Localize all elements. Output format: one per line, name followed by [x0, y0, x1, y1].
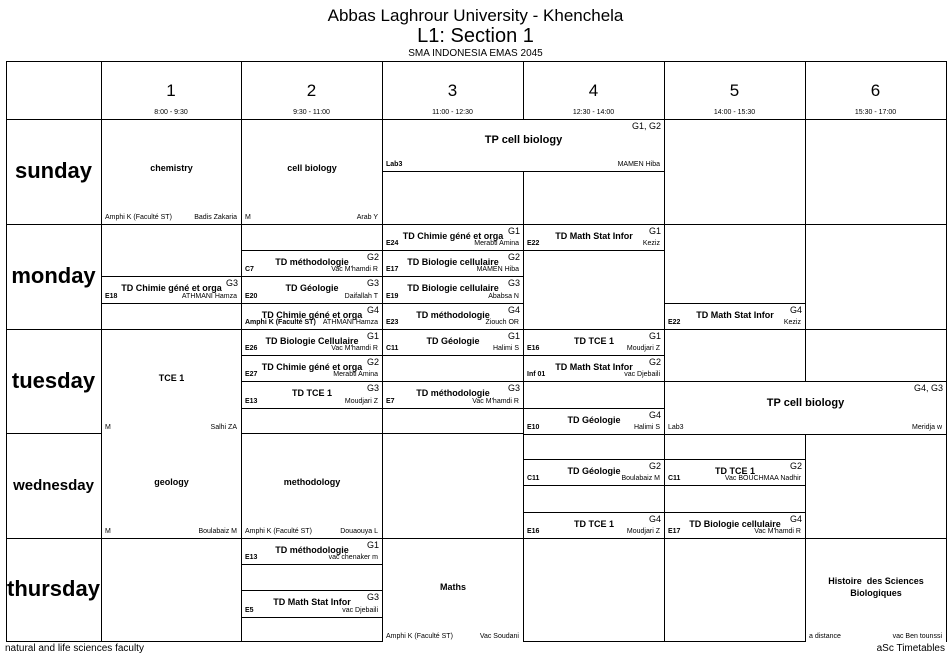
timetable-lesson[interactable] — [665, 513, 805, 538]
lesson-teacher: Merabti Amina — [333, 371, 378, 379]
timetable-lesson[interactable] — [242, 251, 382, 276]
lesson-border — [101, 276, 241, 277]
lesson-group: G4 — [507, 304, 520, 315]
timetable-lesson[interactable] — [242, 539, 382, 564]
lesson-subject: TD TCE 1 — [573, 336, 614, 346]
lesson-subject: TD Biologie cellulaire — [407, 283, 499, 294]
lesson-subject: TD Math Stat Infor — [555, 231, 633, 241]
lesson-subject: TD Biologie Cellulaire — [265, 336, 359, 346]
grid-vline — [6, 61, 7, 642]
lesson-subject: TP cell biology — [766, 396, 845, 409]
lesson-teacher: Arab Y — [356, 213, 378, 221]
lesson-subject: TD Géologie — [285, 283, 339, 294]
lesson-border — [664, 538, 805, 539]
lesson-teacher: Ziouch OR — [485, 318, 519, 326]
lesson-room: E17 — [386, 266, 399, 274]
lesson-group: G2 — [648, 357, 661, 368]
lesson-room: E26 — [245, 345, 258, 353]
lesson-teacher: Daifallah T — [344, 292, 378, 300]
lesson-group: G4 — [648, 513, 661, 524]
period-time: 15:30 - 17:00 — [854, 109, 897, 116]
lesson-room: E10 — [527, 423, 540, 431]
lesson-border — [241, 564, 382, 565]
lesson-subject: TD méthodologie — [416, 388, 490, 399]
period-number: 6 — [870, 81, 881, 100]
lesson-subject: TD méthodologie — [275, 257, 349, 268]
lesson-subject: TD méthodologie — [275, 545, 349, 555]
lesson-border — [382, 171, 664, 172]
lesson-subject: TD Géologie — [567, 466, 621, 477]
lesson-border — [523, 408, 664, 409]
lesson-room: C11 — [527, 475, 540, 483]
lesson-teacher: Ababsa N — [488, 292, 519, 300]
timetable-lesson[interactable] — [102, 120, 241, 224]
lesson-room: E22 — [527, 240, 540, 248]
timetable-lesson[interactable] — [383, 382, 523, 407]
period-time: 11:00 - 12:30 — [432, 109, 473, 116]
lesson-border — [664, 303, 805, 304]
grid-hline — [6, 61, 947, 62]
lesson-room: E16 — [527, 345, 540, 353]
timetable-lesson[interactable] — [242, 591, 382, 616]
lesson-border — [241, 538, 382, 539]
lesson-group: G3 — [366, 592, 379, 603]
lesson-subject: Maths — [439, 582, 466, 593]
lesson-group: G1 — [648, 331, 661, 341]
lesson-room: E27 — [245, 371, 258, 379]
lesson-border — [241, 329, 382, 330]
lesson-border — [382, 408, 523, 409]
lesson-subject: TD Biologie cellulaire — [689, 518, 781, 529]
lesson-border — [382, 303, 523, 304]
lesson-border — [523, 434, 664, 435]
lesson-teacher: vac Ben tounssi — [892, 632, 942, 640]
lesson-group: G2 — [366, 252, 379, 263]
timetable-lesson[interactable] — [242, 120, 382, 224]
lesson-subject: TD TCE 1 — [714, 466, 755, 477]
lesson-room: E24 — [386, 240, 399, 248]
period-number: 2 — [306, 81, 317, 100]
lesson-border — [382, 119, 664, 120]
lesson-subject: TD Chimie géné et orga — [121, 283, 222, 294]
lesson-border — [664, 329, 805, 330]
timetable-lesson[interactable] — [242, 330, 382, 355]
lesson-subject: TD méthodologie — [416, 309, 490, 320]
timetable-lesson[interactable] — [383, 539, 523, 643]
lesson-border — [664, 434, 946, 435]
lesson-room: M — [245, 213, 251, 221]
lesson-teacher: vac Djebaili — [342, 606, 378, 614]
lesson-teacher: Moudjari Z — [344, 397, 378, 405]
lesson-teacher: Salhi ZA — [210, 423, 237, 431]
timetable-lesson[interactable] — [383, 120, 664, 171]
timetable-lesson[interactable] — [524, 460, 664, 485]
lesson-border — [523, 538, 664, 539]
lesson-border — [523, 485, 664, 486]
lesson-border — [241, 408, 382, 409]
day-label-wednesday: wednesday — [13, 476, 94, 494]
lesson-teacher: Vac M'hamdi R — [472, 397, 519, 405]
timetable-lesson[interactable] — [383, 304, 523, 329]
lesson-room: E23 — [386, 318, 399, 326]
lesson-teacher: Vac BOUCHMAA Nadhir — [724, 475, 801, 483]
lesson-teacher: Meridja w — [912, 423, 942, 431]
lesson-border — [523, 355, 664, 356]
lesson-border — [241, 617, 382, 618]
lesson-group: G3 — [507, 383, 520, 394]
timetable-lesson[interactable] — [524, 225, 664, 250]
lesson-group: G3 — [507, 278, 520, 289]
lesson-room: E13 — [245, 397, 258, 405]
lesson-border — [241, 381, 382, 382]
footer-faculty: natural and life sciences faculty — [5, 643, 144, 654]
lesson-border — [523, 250, 664, 251]
lesson-room: E19 — [386, 292, 399, 300]
lesson-room: Amphi K (Faculté ST) — [245, 527, 312, 535]
lesson-room: Amphi K (Faculté ST) — [105, 213, 172, 221]
lesson-subject: geology — [154, 477, 189, 488]
period-time: 12:30 - 14:00 — [572, 109, 615, 116]
lesson-border — [664, 459, 805, 460]
lesson-group: G1 — [507, 226, 520, 236]
lesson-subject: TD Géologie — [426, 336, 480, 346]
lesson-border — [523, 329, 664, 330]
timetable-lesson[interactable] — [102, 434, 241, 538]
lesson-teacher: Keziz — [783, 318, 801, 326]
lesson-room: E16 — [527, 527, 540, 535]
lesson-group: G3 — [366, 383, 379, 394]
day-label-sunday: sunday — [14, 158, 93, 184]
lesson-subject: TD Math Stat Infor — [696, 309, 774, 320]
lesson-teacher: ATHMANI Hamza — [181, 292, 237, 300]
lesson-border — [241, 590, 382, 591]
lesson-group: G2 — [789, 461, 802, 472]
lesson-group: G2 — [648, 461, 661, 472]
lesson-border — [241, 276, 382, 277]
lesson-teacher: Boulabaiz M — [621, 475, 660, 483]
period-time: 9:30 - 11:00 — [293, 109, 330, 116]
grid-vline — [664, 61, 665, 642]
lesson-subject: chemistry — [150, 163, 193, 174]
lesson-subject: TD Chimie géné et orga — [261, 309, 363, 320]
footer-software: aSc Timetables — [876, 643, 945, 654]
timetable-lesson[interactable] — [242, 434, 382, 538]
lesson-border — [382, 276, 523, 277]
lesson-border — [101, 303, 241, 304]
lesson-border — [664, 381, 946, 382]
lesson-room: E7 — [386, 397, 395, 405]
lesson-room: Inf 01 — [527, 371, 546, 379]
lesson-teacher: Moudjari Z — [626, 527, 660, 535]
lesson-group: G4 — [648, 409, 661, 420]
lesson-teacher: ATHMANI Hamza — [322, 318, 378, 326]
lesson-teacher: MAMEN Hiba — [476, 266, 519, 274]
timetable-lesson[interactable] — [524, 513, 664, 538]
lesson-group: G1 — [366, 331, 379, 341]
lesson-room: C11 — [386, 345, 399, 353]
lesson-subject: TD Chimie géné et orga — [402, 231, 504, 241]
lesson-room: E18 — [105, 292, 118, 300]
lesson-teacher: Badis Zakaria — [194, 213, 237, 221]
lesson-border — [523, 381, 664, 382]
lesson-subject: methodology — [283, 477, 341, 488]
lesson-border — [664, 485, 805, 486]
lesson-border — [382, 381, 523, 382]
day-label-monday: monday — [11, 263, 96, 289]
timetable-lesson[interactable] — [524, 409, 664, 434]
lesson-group: G1 — [366, 540, 379, 550]
lesson-subject: TD Math Stat Infor — [555, 362, 633, 373]
period-number: 4 — [588, 81, 599, 100]
lesson-subject: cell biology — [287, 163, 337, 174]
lesson-teacher: Boulabaiz M — [198, 527, 237, 535]
lesson-room: C7 — [245, 266, 254, 274]
lesson-border — [382, 224, 523, 225]
lesson-group: G3 — [225, 278, 238, 289]
timetable-lesson[interactable] — [665, 382, 946, 433]
lesson-border — [523, 512, 664, 513]
period-number: 1 — [166, 81, 176, 100]
university-title: Abbas Laghrour University - Khenchela — [327, 6, 624, 25]
period-number: 5 — [729, 81, 740, 100]
lesson-room: Lab3 — [386, 161, 403, 169]
lesson-teacher: Douaouya L — [340, 527, 378, 535]
lesson-border — [241, 303, 382, 304]
lesson-group: G2 — [366, 357, 379, 368]
lesson-room: E13 — [245, 554, 258, 562]
lesson-teacher: Halimi S — [492, 345, 519, 353]
lesson-border — [241, 250, 382, 251]
lesson-teacher: Vac Soudani — [479, 632, 519, 640]
lesson-group: G4 — [789, 304, 802, 315]
lesson-room: M — [105, 527, 111, 535]
lesson-room: C11 — [668, 475, 681, 483]
lesson-room: Lab3 — [668, 423, 684, 431]
lesson-teacher: Moudjari Z — [626, 345, 660, 353]
lesson-group: G4, G3 — [913, 383, 943, 394]
timetable-lesson[interactable] — [242, 356, 382, 381]
lesson-room: E5 — [245, 606, 254, 614]
lesson-teacher: vac Djebaili — [624, 371, 660, 379]
lesson-subject: TP cell biology — [484, 134, 563, 147]
lesson-teacher: Vac M'hamdi R — [331, 345, 378, 353]
lesson-room: E22 — [668, 318, 681, 326]
timetable-lesson[interactable] — [242, 304, 382, 329]
lesson-teacher: MAMEN Hiba — [617, 161, 660, 169]
timetable-lesson[interactable] — [665, 304, 805, 329]
lesson-teacher: vac chenaker m — [328, 554, 378, 562]
lesson-teacher: Vac M'hamdi R — [331, 266, 378, 274]
timetable-lesson[interactable] — [383, 251, 523, 276]
lesson-border — [664, 512, 805, 513]
period-time: 14:00 - 15:30 — [713, 109, 756, 116]
lesson-room: E17 — [668, 527, 681, 535]
lesson-group: G2 — [507, 252, 520, 263]
lesson-teacher: Merabti Amina — [474, 240, 519, 248]
lesson-subject: TCE 1 — [158, 373, 185, 384]
timetable-lesson[interactable] — [102, 277, 241, 302]
lesson-subject: TD TCE 1 — [573, 518, 614, 529]
lesson-border — [382, 355, 523, 356]
lesson-teacher: Halimi S — [633, 423, 660, 431]
lesson-group: G4 — [789, 513, 802, 524]
lesson-group: G4 — [366, 304, 379, 315]
lesson-subject: TD Géologie — [567, 414, 621, 425]
lesson-subject: TD Chimie géné et orga — [261, 362, 363, 373]
day-label-tuesday: tuesday — [11, 367, 96, 393]
lesson-group: G1, G2 — [631, 121, 661, 131]
lesson-room: M — [105, 423, 111, 431]
section-title: L1: Section 1 — [417, 25, 534, 47]
lesson-subject: Histoire des Sciences Biologiques — [828, 576, 924, 599]
lesson-teacher: Keziz — [642, 240, 660, 248]
lesson-room: a distance — [809, 632, 841, 640]
lesson-border — [523, 459, 664, 460]
timetable-lesson[interactable] — [383, 330, 523, 355]
lesson-border — [382, 250, 523, 251]
timetable-lesson[interactable] — [524, 330, 664, 355]
lesson-room: Amphi K (Faculté ST) — [245, 318, 316, 326]
timetable-lesson[interactable] — [665, 460, 805, 485]
timetable-lesson[interactable] — [806, 539, 946, 643]
lesson-border — [241, 355, 382, 356]
period-time: 8:00 - 9:30 — [154, 109, 188, 116]
timetable-lesson[interactable] — [242, 277, 382, 302]
lesson-subject: TD TCE 1 — [291, 388, 332, 399]
lesson-subject: TD Biologie cellulaire — [407, 257, 499, 268]
period-number: 3 — [447, 81, 458, 100]
lesson-room: E20 — [245, 292, 258, 300]
lesson-group: G3 — [366, 278, 379, 289]
lesson-border — [523, 224, 664, 225]
timetable-lesson[interactable] — [242, 382, 382, 407]
timetable-subtitle: SMA INDONESIA EMAS 2045 — [408, 48, 543, 59]
lesson-group: G1 — [648, 226, 661, 236]
timetable-lesson[interactable] — [383, 225, 523, 250]
timetable-lesson[interactable] — [524, 356, 664, 381]
timetable-lesson[interactable] — [383, 277, 523, 302]
lesson-room: Amphi K (Faculté ST) — [386, 632, 453, 640]
lesson-teacher: Vac M'hamdi R — [754, 527, 801, 535]
lesson-group: G1 — [507, 331, 520, 341]
day-label-thursday: thursday — [7, 576, 100, 602]
lesson-subject: TD Math Stat Infor — [273, 597, 351, 608]
grid-vline — [946, 61, 947, 642]
timetable-lesson[interactable] — [102, 330, 241, 434]
lesson-border — [382, 329, 523, 330]
